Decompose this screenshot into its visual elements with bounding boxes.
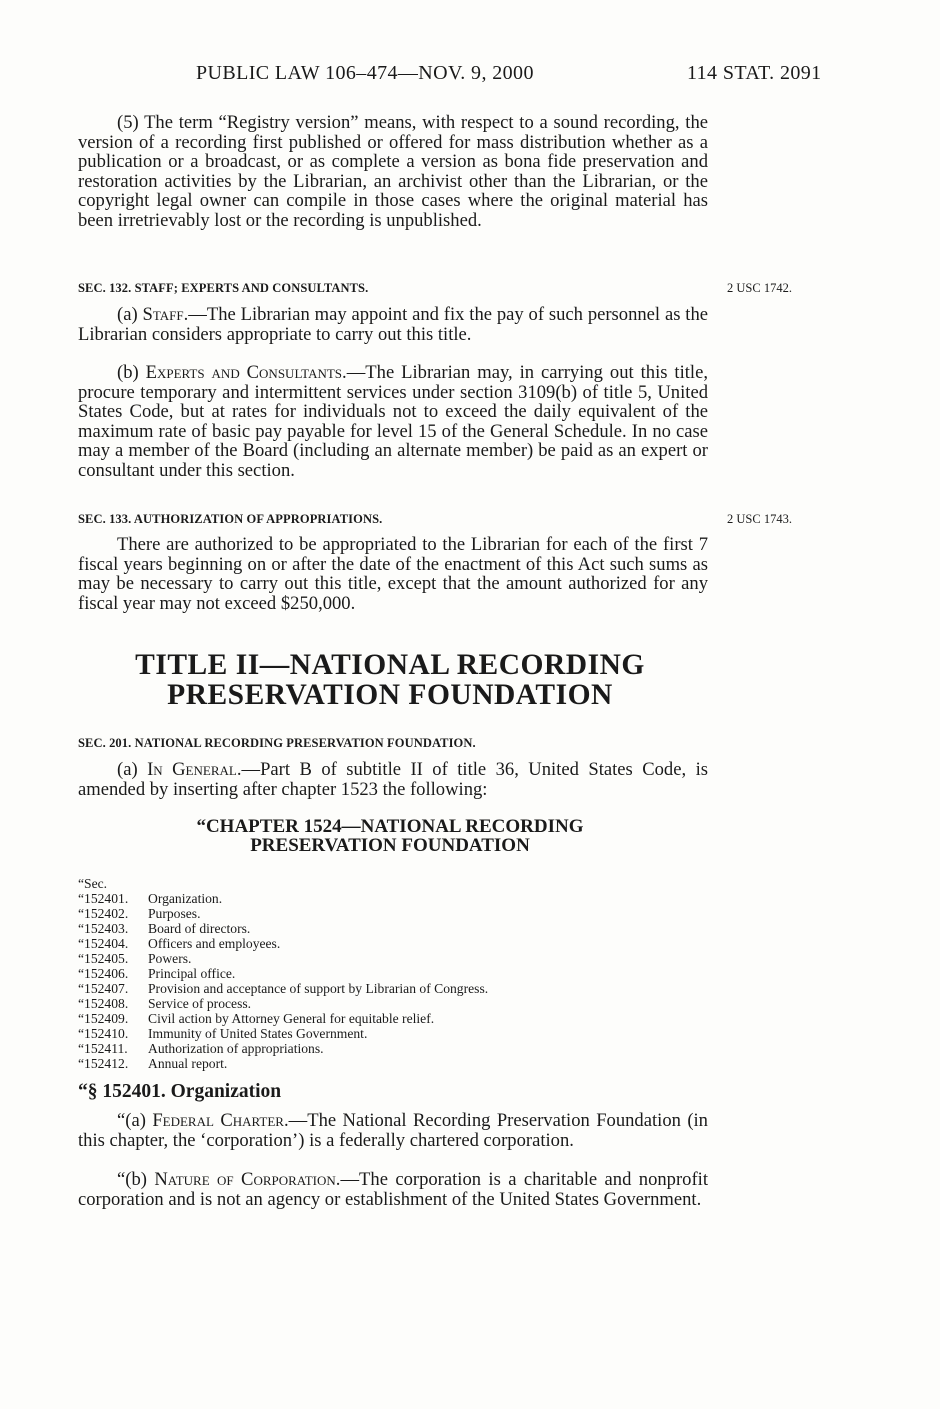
toc-section-number: “152411. [78, 1041, 128, 1056]
toc-row [78, 921, 488, 936]
toc-section-number: “152412. [78, 1056, 129, 1071]
sec-132-subsection-a [78, 305, 708, 344]
toc-section-number: “152407. [78, 981, 129, 996]
s152401-b-text: .—The corporation is a charitable and nonprofit corporation and is not an agency or establishment of the United States Government. [78, 1169, 708, 1210]
toc-row [78, 981, 488, 996]
toc-section-number: “152403. [78, 921, 129, 936]
toc-section-number: “152402. [78, 906, 129, 921]
toc-section-title: Service of process. [148, 996, 252, 1011]
sec-132-heading: SEC. 132. STAFF; EXPERTS AND CONSULTANTS. [78, 281, 369, 295]
running-header-law: PUBLIC LAW 106–474—NOV. 9, 2000 [196, 62, 534, 84]
sec-201-a-label: (a) [117, 759, 148, 780]
sec-201-heading: SEC. 201. NATIONAL RECORDING PRESERVATION FOUNDATION. [78, 736, 476, 750]
toc-row [78, 1011, 488, 1026]
toc-row [78, 966, 488, 981]
toc-row [78, 996, 488, 1011]
toc-section-title: Board of directors. [148, 921, 251, 936]
toc-section-title: Purposes. [148, 906, 201, 921]
title-ii-line-1: TITLE II—NATIONAL RECORDING [135, 649, 645, 681]
toc-row [78, 891, 488, 906]
section-152401-subsection-b [78, 1170, 708, 1209]
toc-sec-label: “Sec. [78, 876, 108, 891]
toc-section-title: Principal office. [148, 966, 236, 981]
toc-section-number: “152408. [78, 996, 129, 1011]
toc-row [78, 936, 488, 951]
sec-132-margin-note: 2 USC 1742. [727, 281, 792, 295]
chapter-section-list [78, 876, 488, 1071]
sec-132-a-title: Staff [142, 304, 184, 325]
sec-132-b-title: Experts and Consultants [145, 362, 343, 383]
sec-132-a-label: (a) [117, 304, 143, 325]
toc-section-title: Powers. [148, 951, 192, 966]
sec-201-a-title: In General [147, 759, 237, 780]
toc-row [78, 1056, 488, 1071]
toc-section-title: Provision and acceptance of support by Librarian of Congress. [148, 981, 489, 996]
s152401-a-title: Federal Charter [152, 1110, 284, 1131]
s152401-a-label: “(a) [117, 1110, 153, 1131]
toc-section-number: “152401. [78, 891, 129, 906]
registry-version-definition: (5) The term “Registry version” means, with respect to a sound recording, the version of a recording first published or offered for mass distribution whether as a publication or a broadcast, or as complete a version as bona fide preservation and restoration activities by the Librarian, an archivist other than the Librarian, or the copyright legal owner can compile in those cases where the original material has been irretrievably lost or the recording is unpublished. [78, 112, 708, 231]
toc-section-title: Organization. [148, 891, 223, 906]
running-header-stat-page: 114 STAT. 2091 [687, 62, 822, 84]
toc-section-title: Immunity of United States Government. [148, 1026, 368, 1041]
sec-132-subsection-b [78, 363, 708, 481]
s152401-a-text: .—The National Recording Preservation Foundation (in this chapter, the ‘corporation’) is a federally chartered corporation. [78, 1110, 708, 1151]
chapter-1524-line-1: “CHAPTER 1524—NATIONAL RECORDING [196, 816, 584, 837]
toc-row [78, 1026, 488, 1041]
sec-132-a-text: .—The Librarian may appoint and fix the pay of such personnel as the Librarian considers appropriate to carry out this title. [78, 304, 709, 345]
sec-133-margin-note: 2 USC 1743. [727, 512, 792, 526]
sec-132-b-label: (b) [117, 362, 146, 383]
title-ii-line-2: PRESERVATION FOUNDATION [167, 679, 613, 711]
chapter-1524-line-2: PRESERVATION FOUNDATION [250, 835, 530, 856]
toc-row [78, 951, 488, 966]
toc-section-number: “152410. [78, 1026, 129, 1041]
s152401-b-title: Nature of Corporation [154, 1169, 336, 1190]
s152401-b-label: “(b) [117, 1169, 155, 1190]
toc-row [78, 906, 488, 921]
toc-section-number: “152405. [78, 951, 129, 966]
toc-row [78, 1041, 488, 1056]
chapter-1524-heading [0, 817, 780, 855]
toc-section-title: Annual report. [148, 1056, 228, 1071]
toc-section-title: Authorization of appropriations. [148, 1041, 324, 1056]
toc-section-title: Officers and employees. [148, 936, 281, 951]
section-152401-subsection-a [78, 1111, 708, 1150]
toc-section-number: “152404. [78, 936, 129, 951]
sec-201-a-text: .—Part B of subtitle II of title 36, United States Code, is amended by inserting after chapter 1523 the following: [78, 759, 708, 800]
toc-section-number: “152406. [78, 966, 129, 981]
sec-132-b-text: .—The Librarian may, in carrying out this title, procure temporary and intermittent services under section 3109(b) of title 5, United States Code, but at rates for individuals not to exceed the daily equivalent of the maximum rate of basic pay payable for level 15 of the General Schedule. In no case may a member of the Board (including an alternate member) be paid as an expert or consultant under this section. [78, 362, 708, 481]
sec-133-text: There are authorized to be appropriated to the Librarian for each of the first 7 fiscal years beginning on or after the date of the enactment of this Act such sums as may be necessary to carry out this title, except that the amount authorized for any fiscal year may not exceed $250,000. [78, 534, 708, 614]
toc-section-title: Civil action by Attorney General for equitable relief. [148, 1011, 435, 1026]
section-152401-heading: “§ 152401. Organization [78, 1081, 282, 1102]
title-ii-heading [0, 650, 780, 710]
sec-133-heading: SEC. 133. AUTHORIZATION OF APPROPRIATIONS. [78, 512, 383, 526]
sec-201-subsection-a [78, 760, 708, 799]
toc-section-number: “152409. [78, 1011, 129, 1026]
